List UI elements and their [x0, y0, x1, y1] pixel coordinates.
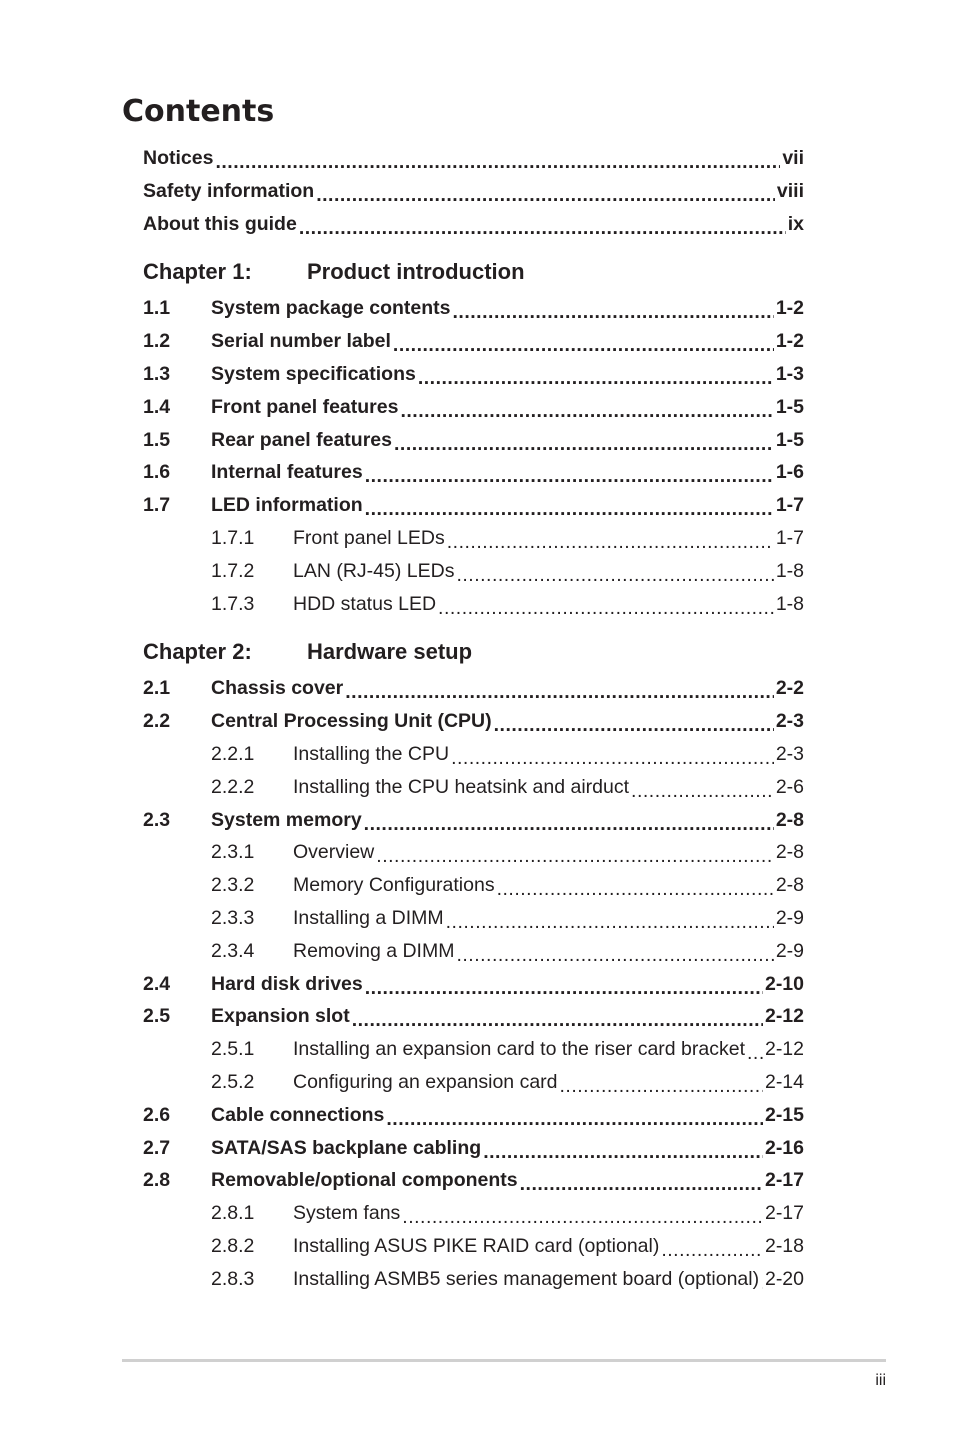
- dot-leader: [365, 470, 774, 489]
- dot-leader: [316, 189, 775, 208]
- dot-leader: [215, 156, 780, 175]
- toc-section-entry[interactable]: [143, 1000, 804, 1033]
- entry-title: Serial number label: [211, 330, 391, 353]
- entry-title: Front panel LEDs: [293, 527, 445, 549]
- entry-page: 2-8: [775, 841, 804, 864]
- entry-page: 2-9: [775, 907, 804, 929]
- entry-number: 2.6: [143, 1103, 171, 1126]
- entry-number: 1.7.2: [211, 559, 255, 582]
- toc-section-entry[interactable]: [143, 1099, 804, 1132]
- entry-number: 2.8.2: [211, 1235, 255, 1257]
- toc-subsection-entry[interactable]: [143, 1263, 804, 1296]
- entry-page: 2-12: [764, 1005, 804, 1028]
- entry-number: 2.3.1: [211, 841, 255, 864]
- footer-page-number: iii: [875, 1372, 886, 1389]
- entry-number: 1.7.1: [211, 527, 255, 549]
- entry-page: 1-2: [775, 330, 804, 353]
- dot-leader: [456, 949, 773, 968]
- entry-title: Cable connections: [211, 1103, 385, 1126]
- chapter-heading: [143, 634, 472, 670]
- dot-leader: [438, 602, 774, 621]
- dot-leader: [453, 306, 774, 325]
- entry-number: 2.3.2: [211, 874, 255, 897]
- entry-page: ix: [787, 212, 804, 235]
- toc-subsection-entry[interactable]: [143, 771, 804, 804]
- entry-title: Installing the CPU: [293, 743, 450, 765]
- toc-section-entry[interactable]: [143, 391, 804, 424]
- dot-leader: [418, 372, 774, 391]
- entry-page: 2-8: [775, 874, 804, 897]
- entry-page: 1-8: [775, 592, 804, 615]
- entry-number: 2.3.4: [211, 939, 255, 962]
- entry-number: 2.5.2: [211, 1071, 255, 1093]
- chapter-title: Hardware setup: [307, 639, 473, 665]
- dot-leader: [497, 883, 774, 902]
- dot-leader: [400, 405, 773, 424]
- toc-subsection-entry[interactable]: [143, 522, 804, 555]
- chapter-number: Chapter 2:: [143, 639, 252, 665]
- toc-subsection-entry[interactable]: [143, 738, 804, 771]
- entry-page: 2-6: [775, 775, 804, 798]
- toc-subsection-entry[interactable]: [143, 1033, 804, 1066]
- dot-leader: [299, 222, 786, 241]
- entry-title: Memory Configurations: [293, 874, 495, 897]
- entry-page: 2-17: [764, 1169, 804, 1192]
- entry-number: 2.2: [143, 710, 171, 733]
- dot-leader: [446, 916, 774, 935]
- toc-section-entry[interactable]: [143, 292, 804, 325]
- dot-leader: [451, 752, 774, 771]
- entry-page: 2-2: [775, 677, 804, 700]
- entry-title: System specifications: [211, 363, 416, 385]
- dot-leader: [560, 1080, 763, 1099]
- entry-title: System fans: [293, 1202, 401, 1225]
- entry-page: 1-2: [775, 297, 804, 320]
- entry-title: Removable/optional components: [211, 1169, 518, 1192]
- entry-number: 1.7.3: [211, 592, 255, 615]
- toc-front-entry[interactable]: [143, 142, 804, 175]
- toc-section-entry[interactable]: [143, 672, 804, 705]
- entry-page: 2-10: [764, 972, 804, 995]
- entry-title: Notices: [143, 147, 214, 169]
- entry-number: 2.8.3: [211, 1267, 255, 1290]
- entry-page: 2-16: [764, 1136, 804, 1159]
- toc-subsection-entry[interactable]: [143, 1230, 804, 1263]
- entry-title: Installing ASUS PIKE RAID card (optional): [293, 1235, 660, 1257]
- entry-title: Configuring an expansion card: [293, 1071, 558, 1093]
- entry-page: 1-6: [775, 461, 804, 484]
- toc-subsection-entry[interactable]: [143, 869, 804, 902]
- toc-front-entry[interactable]: [143, 175, 804, 208]
- entry-title: Installing a DIMM: [293, 907, 444, 929]
- entry-number: 2.7: [143, 1136, 171, 1159]
- entry-page: 2-3: [775, 743, 804, 765]
- entry-number: 2.8: [143, 1169, 171, 1192]
- entry-title: SATA/SAS backplane cabling: [211, 1136, 482, 1159]
- entry-title: Internal features: [211, 461, 363, 484]
- toc-section-entry[interactable]: [143, 358, 804, 391]
- toc-section-entry[interactable]: [143, 325, 804, 358]
- toc-section-entry[interactable]: [143, 456, 804, 489]
- entry-page: 2-18: [764, 1235, 804, 1257]
- dot-leader: [365, 503, 774, 522]
- dot-leader: [364, 818, 774, 837]
- dot-leader: [352, 1014, 763, 1033]
- page-title: Contents: [122, 94, 275, 129]
- entry-number: 1.3: [143, 363, 171, 385]
- dot-leader: [365, 982, 763, 1001]
- entry-page: 2-12: [764, 1038, 804, 1061]
- entry-page: 1-5: [775, 428, 804, 451]
- toc-subsection-entry[interactable]: [143, 588, 804, 621]
- toc-section-entry[interactable]: [143, 1132, 804, 1165]
- entry-number: 2.8.1: [211, 1202, 255, 1225]
- entry-number: 1.4: [143, 395, 171, 418]
- entry-page: 2-17: [764, 1202, 804, 1225]
- dot-leader: [394, 438, 774, 457]
- entry-number: 2.1: [143, 677, 171, 700]
- entry-title: Central Processing Unit (CPU): [211, 710, 492, 733]
- entry-title: LAN (RJ-45) LEDs: [293, 559, 455, 582]
- entry-title: Safety information: [143, 179, 315, 202]
- entry-number: 2.5.1: [211, 1038, 255, 1061]
- dot-leader: [376, 850, 774, 869]
- toc-section-entry[interactable]: [143, 705, 804, 738]
- dot-leader: [761, 1277, 763, 1296]
- dot-leader: [483, 1146, 763, 1165]
- entry-title: Rear panel features: [211, 428, 392, 451]
- entry-page: viii: [776, 179, 804, 202]
- entry-title: Installing an expansion card to the riser card bracket: [293, 1038, 745, 1061]
- entry-number: 1.5: [143, 428, 171, 451]
- dot-leader: [345, 686, 774, 705]
- entry-number: 2.2.1: [211, 743, 255, 765]
- chapter-heading: [143, 254, 525, 290]
- entry-page: 2-8: [775, 808, 804, 831]
- entry-number: 1.7: [143, 494, 171, 517]
- entry-page: 1-7: [775, 494, 804, 517]
- entry-number: 1.6: [143, 461, 171, 484]
- dot-leader: [386, 1113, 763, 1132]
- entry-title: Front panel features: [211, 395, 399, 418]
- dot-leader: [402, 1211, 763, 1230]
- entry-number: 2.2.2: [211, 775, 255, 798]
- entry-page: 2-9: [775, 939, 804, 962]
- entry-page: 1-3: [775, 363, 804, 385]
- toc-subsection-entry[interactable]: [143, 836, 804, 869]
- dot-leader: [661, 1244, 763, 1263]
- dot-leader: [393, 339, 774, 358]
- toc-section-entry[interactable]: [143, 1164, 804, 1197]
- entry-title: Expansion slot: [211, 1005, 350, 1028]
- toc-section-entry[interactable]: [143, 424, 804, 457]
- toc-subsection-entry[interactable]: [143, 1066, 804, 1099]
- entry-page: 2-3: [775, 710, 804, 733]
- entry-page: vii: [782, 147, 804, 169]
- entry-page: 2-15: [764, 1103, 804, 1126]
- entry-title: Hard disk drives: [211, 972, 363, 995]
- entry-number: 1.2: [143, 330, 171, 353]
- entry-title: Chassis cover: [211, 677, 344, 700]
- dot-leader: [631, 785, 774, 804]
- entry-number: 2.3.3: [211, 907, 255, 929]
- dot-leader: [520, 1178, 763, 1197]
- toc-subsection-entry[interactable]: [143, 902, 804, 935]
- entry-title: About this guide: [143, 212, 297, 235]
- chapter-title: Product introduction: [307, 259, 525, 285]
- footer-divider: [122, 1359, 886, 1362]
- entry-number: 2.4: [143, 972, 171, 995]
- entry-title: LED information: [211, 494, 363, 517]
- toc-section-entry[interactable]: [143, 968, 804, 1001]
- chapter-number: Chapter 1:: [143, 259, 252, 285]
- dot-leader: [456, 569, 773, 588]
- toc-front-entry[interactable]: [143, 208, 804, 241]
- toc-subsection-entry[interactable]: [143, 1197, 804, 1230]
- entry-title: HDD status LED: [293, 592, 437, 615]
- entry-title: Overview: [293, 841, 375, 864]
- entry-page: 1-8: [775, 559, 804, 582]
- toc-subsection-entry[interactable]: [143, 935, 804, 968]
- entry-title: System memory: [211, 808, 362, 831]
- entry-number: 2.5: [143, 1005, 171, 1028]
- dot-leader: [747, 1047, 763, 1066]
- toc-subsection-entry[interactable]: [143, 555, 804, 588]
- entry-title: Installing the CPU heatsink and airduct: [293, 775, 630, 798]
- entry-title: Installing ASMB5 series management board (optional): [293, 1267, 760, 1290]
- entry-page: 1-5: [775, 395, 804, 418]
- toc-section-entry[interactable]: [143, 804, 804, 837]
- entry-page: 2-14: [764, 1071, 804, 1093]
- dot-leader: [494, 719, 774, 738]
- entry-number: 2.3: [143, 808, 171, 831]
- entry-page: 1-7: [775, 527, 804, 549]
- entry-page: 2-20: [764, 1267, 804, 1290]
- toc-section-entry[interactable]: [143, 489, 804, 522]
- entry-number: 1.1: [143, 297, 171, 320]
- entry-title: Removing a DIMM: [293, 939, 455, 962]
- dot-leader: [447, 536, 774, 555]
- entry-title: System package contents: [211, 297, 451, 320]
